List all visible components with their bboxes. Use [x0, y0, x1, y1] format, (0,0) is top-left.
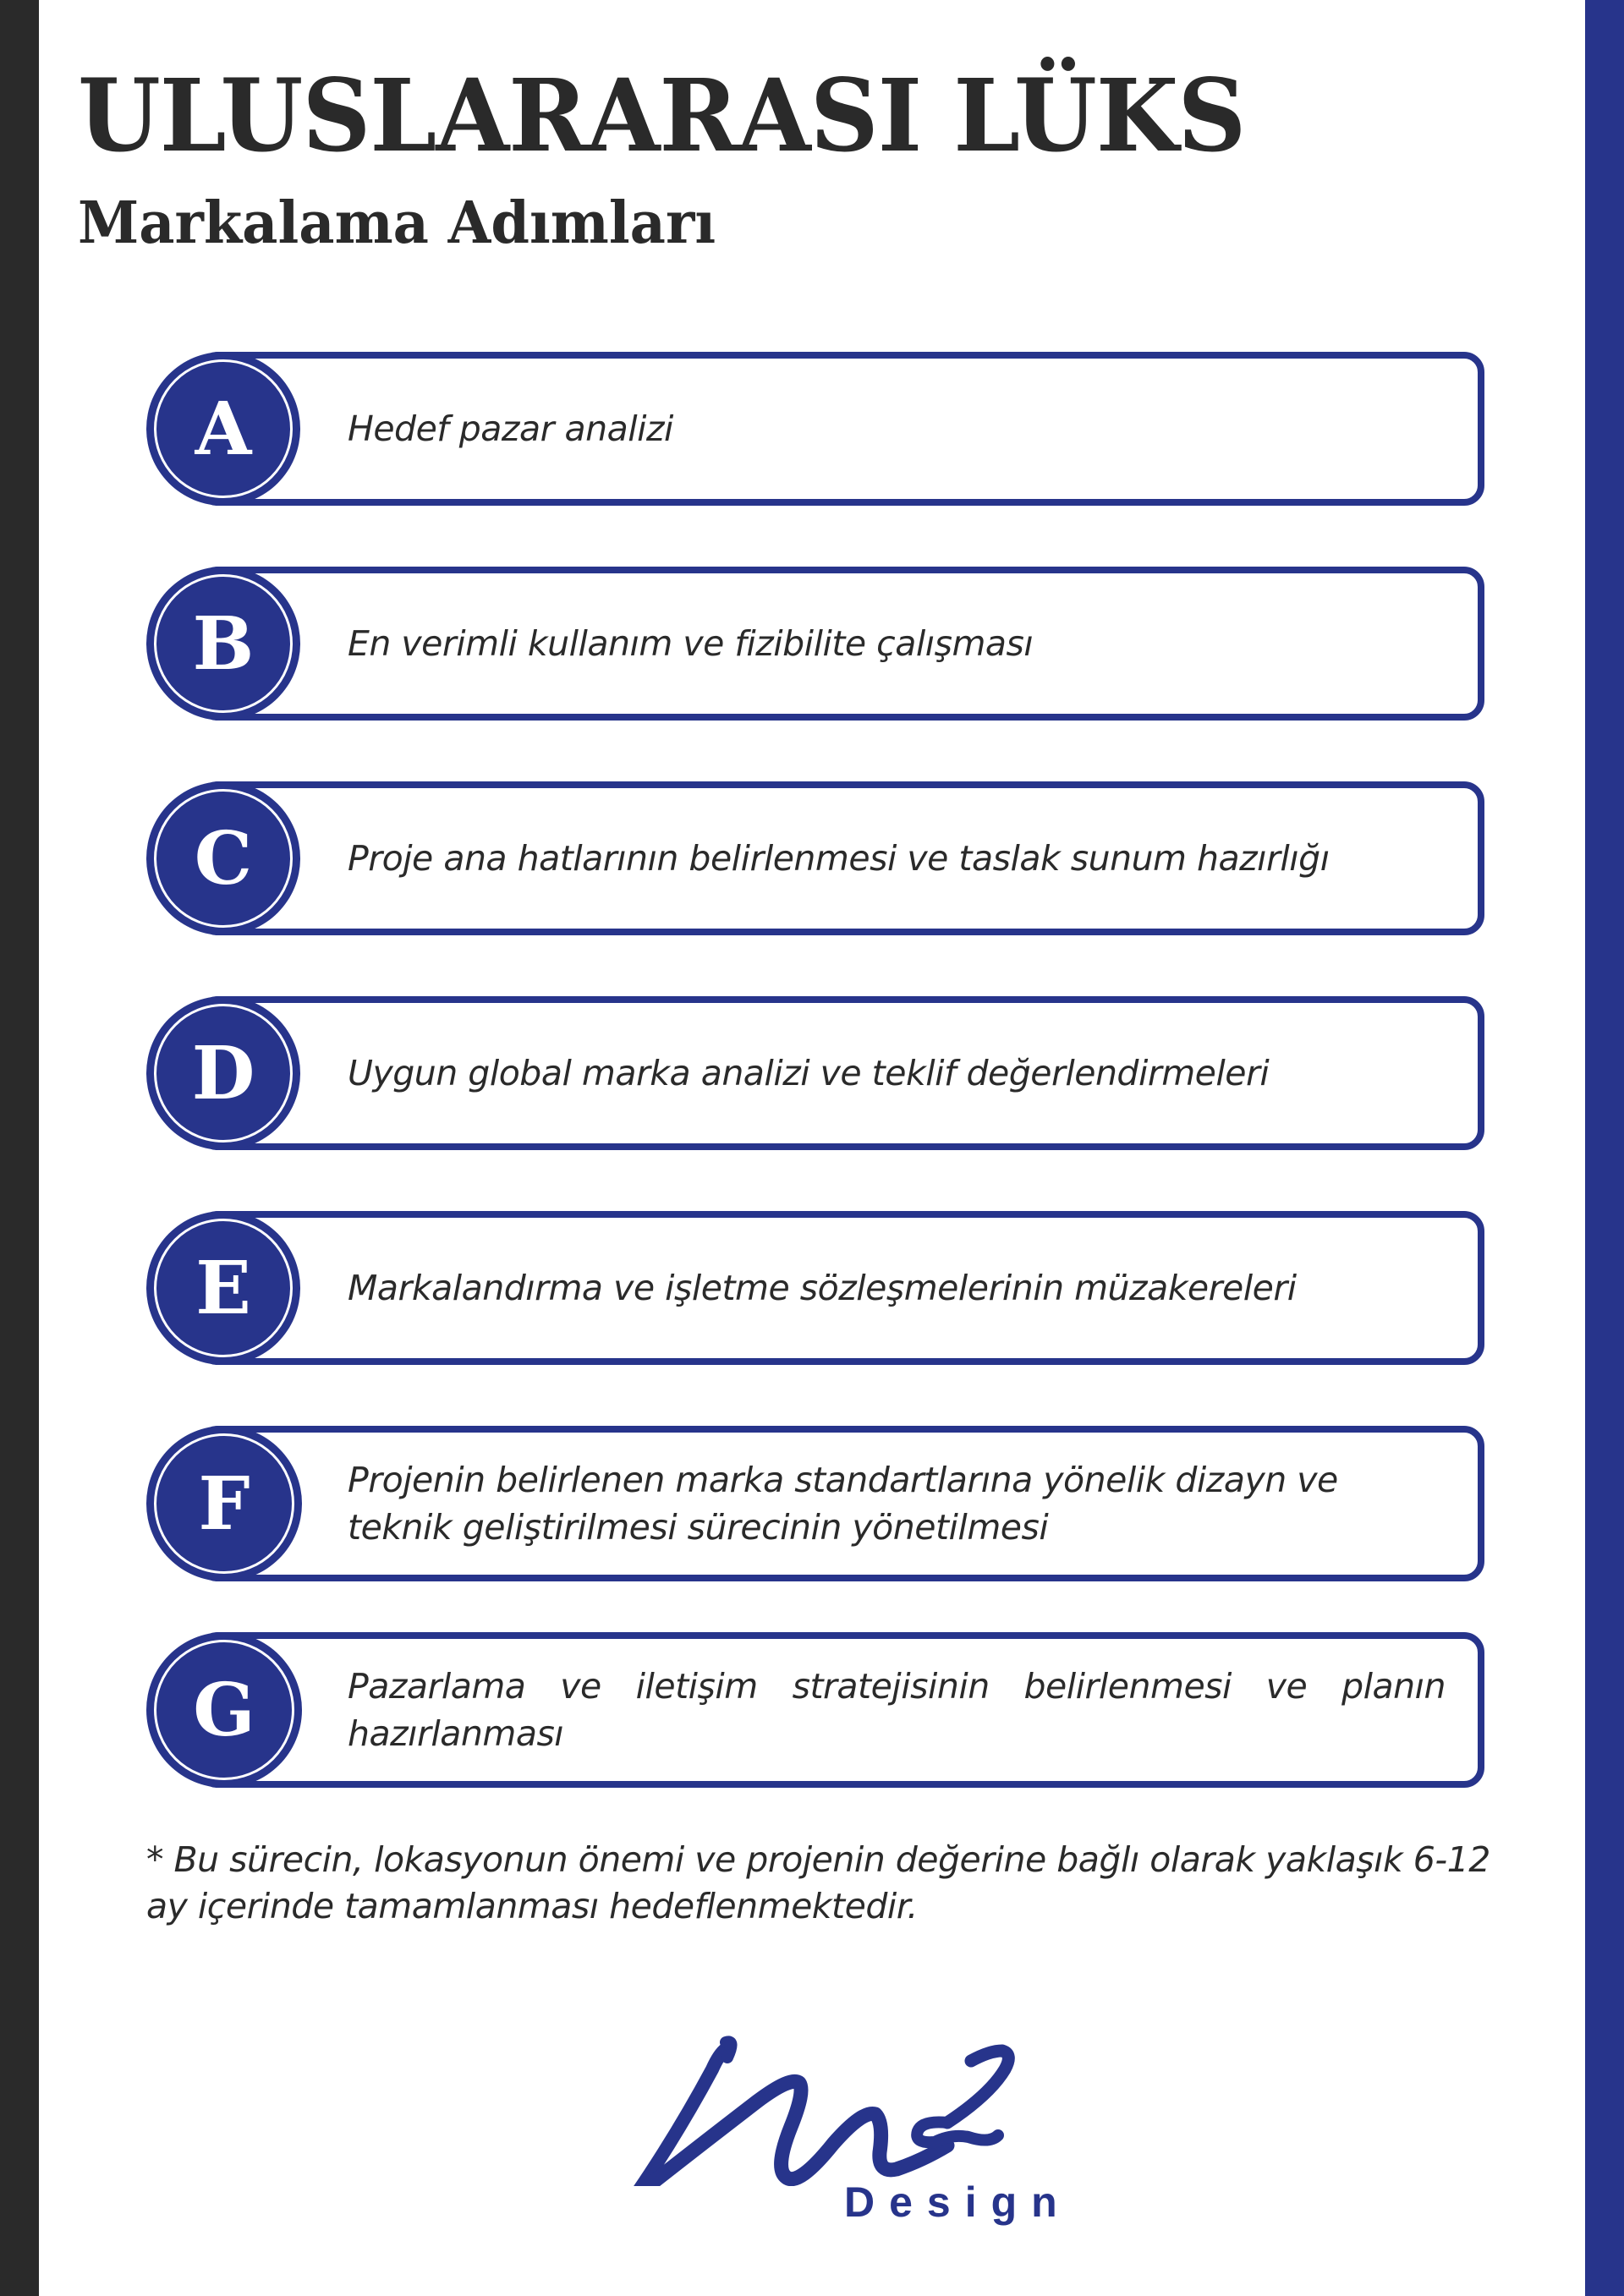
step-item-f — [146, 1426, 1484, 1581]
step-badge — [146, 781, 300, 935]
step-letter: D — [191, 1030, 255, 1116]
step-label: Hedef pazar analizi — [348, 408, 673, 449]
brand-logo — [609, 2017, 1072, 2226]
step-item-c — [146, 781, 1484, 935]
step-text — [348, 1426, 1446, 1581]
page-title: ULUSLARARASI LÜKS — [78, 57, 1246, 174]
step-text — [348, 781, 1446, 935]
step-item-b — [146, 567, 1484, 721]
step-badge — [146, 1426, 302, 1581]
step-label: Proje ana hatlarının belirlenmesi ve taslak sunum hazırlığı — [348, 838, 1330, 879]
logo-wordmark: Design — [844, 2178, 1072, 2226]
step-letter: F — [198, 1460, 250, 1547]
step-text — [348, 1632, 1446, 1788]
step-item-g — [146, 1632, 1484, 1788]
step-label: Markalandırma ve işletme sözleşmelerinin müzakereleri — [348, 1268, 1297, 1308]
step-badge — [146, 1211, 300, 1365]
left-edge-bar — [0, 0, 39, 2296]
right-edge-bar — [1585, 0, 1624, 2296]
steps-list — [146, 352, 1484, 1788]
step-text — [348, 996, 1446, 1150]
step-text — [348, 1211, 1446, 1365]
m2-signature-logo-icon — [609, 2017, 1023, 2186]
step-label: Uygun global marka analizi ve teklif değerlendirmeleri — [348, 1053, 1270, 1093]
step-item-e — [146, 1211, 1484, 1365]
step-label: En verimli kullanım ve fizibilite çalışması — [348, 623, 1034, 664]
step-badge — [146, 567, 300, 721]
step-item-d — [146, 996, 1484, 1150]
step-letter: E — [195, 1245, 251, 1331]
step-label: Pazarlama ve iletişim stratejisinin belirlenmesi ve planın hazırlanması — [348, 1666, 1446, 1754]
step-text — [348, 352, 1446, 506]
step-letter: A — [195, 386, 252, 472]
step-text — [348, 567, 1446, 721]
step-badge — [146, 1632, 302, 1788]
step-item-a — [146, 352, 1484, 506]
page-subtitle: Markalama Adımları — [78, 189, 716, 257]
step-badge — [146, 996, 300, 1150]
step-letter: B — [192, 600, 255, 687]
step-letter: G — [193, 1667, 255, 1753]
footnote: * Bu sürecin, lokasyonun önemi ve projenin değerine bağlı olarak yaklaşık 6-12 ay içerinde tamamlanması hedeflenmektedir. — [146, 1839, 1490, 1926]
step-label: Projenin belirlenen marka standartlarına yönelik dizayn ve teknik geliştirilmesi sürecinin yönetilmesi — [348, 1460, 1338, 1548]
step-badge — [146, 352, 300, 506]
step-letter: C — [194, 815, 253, 901]
